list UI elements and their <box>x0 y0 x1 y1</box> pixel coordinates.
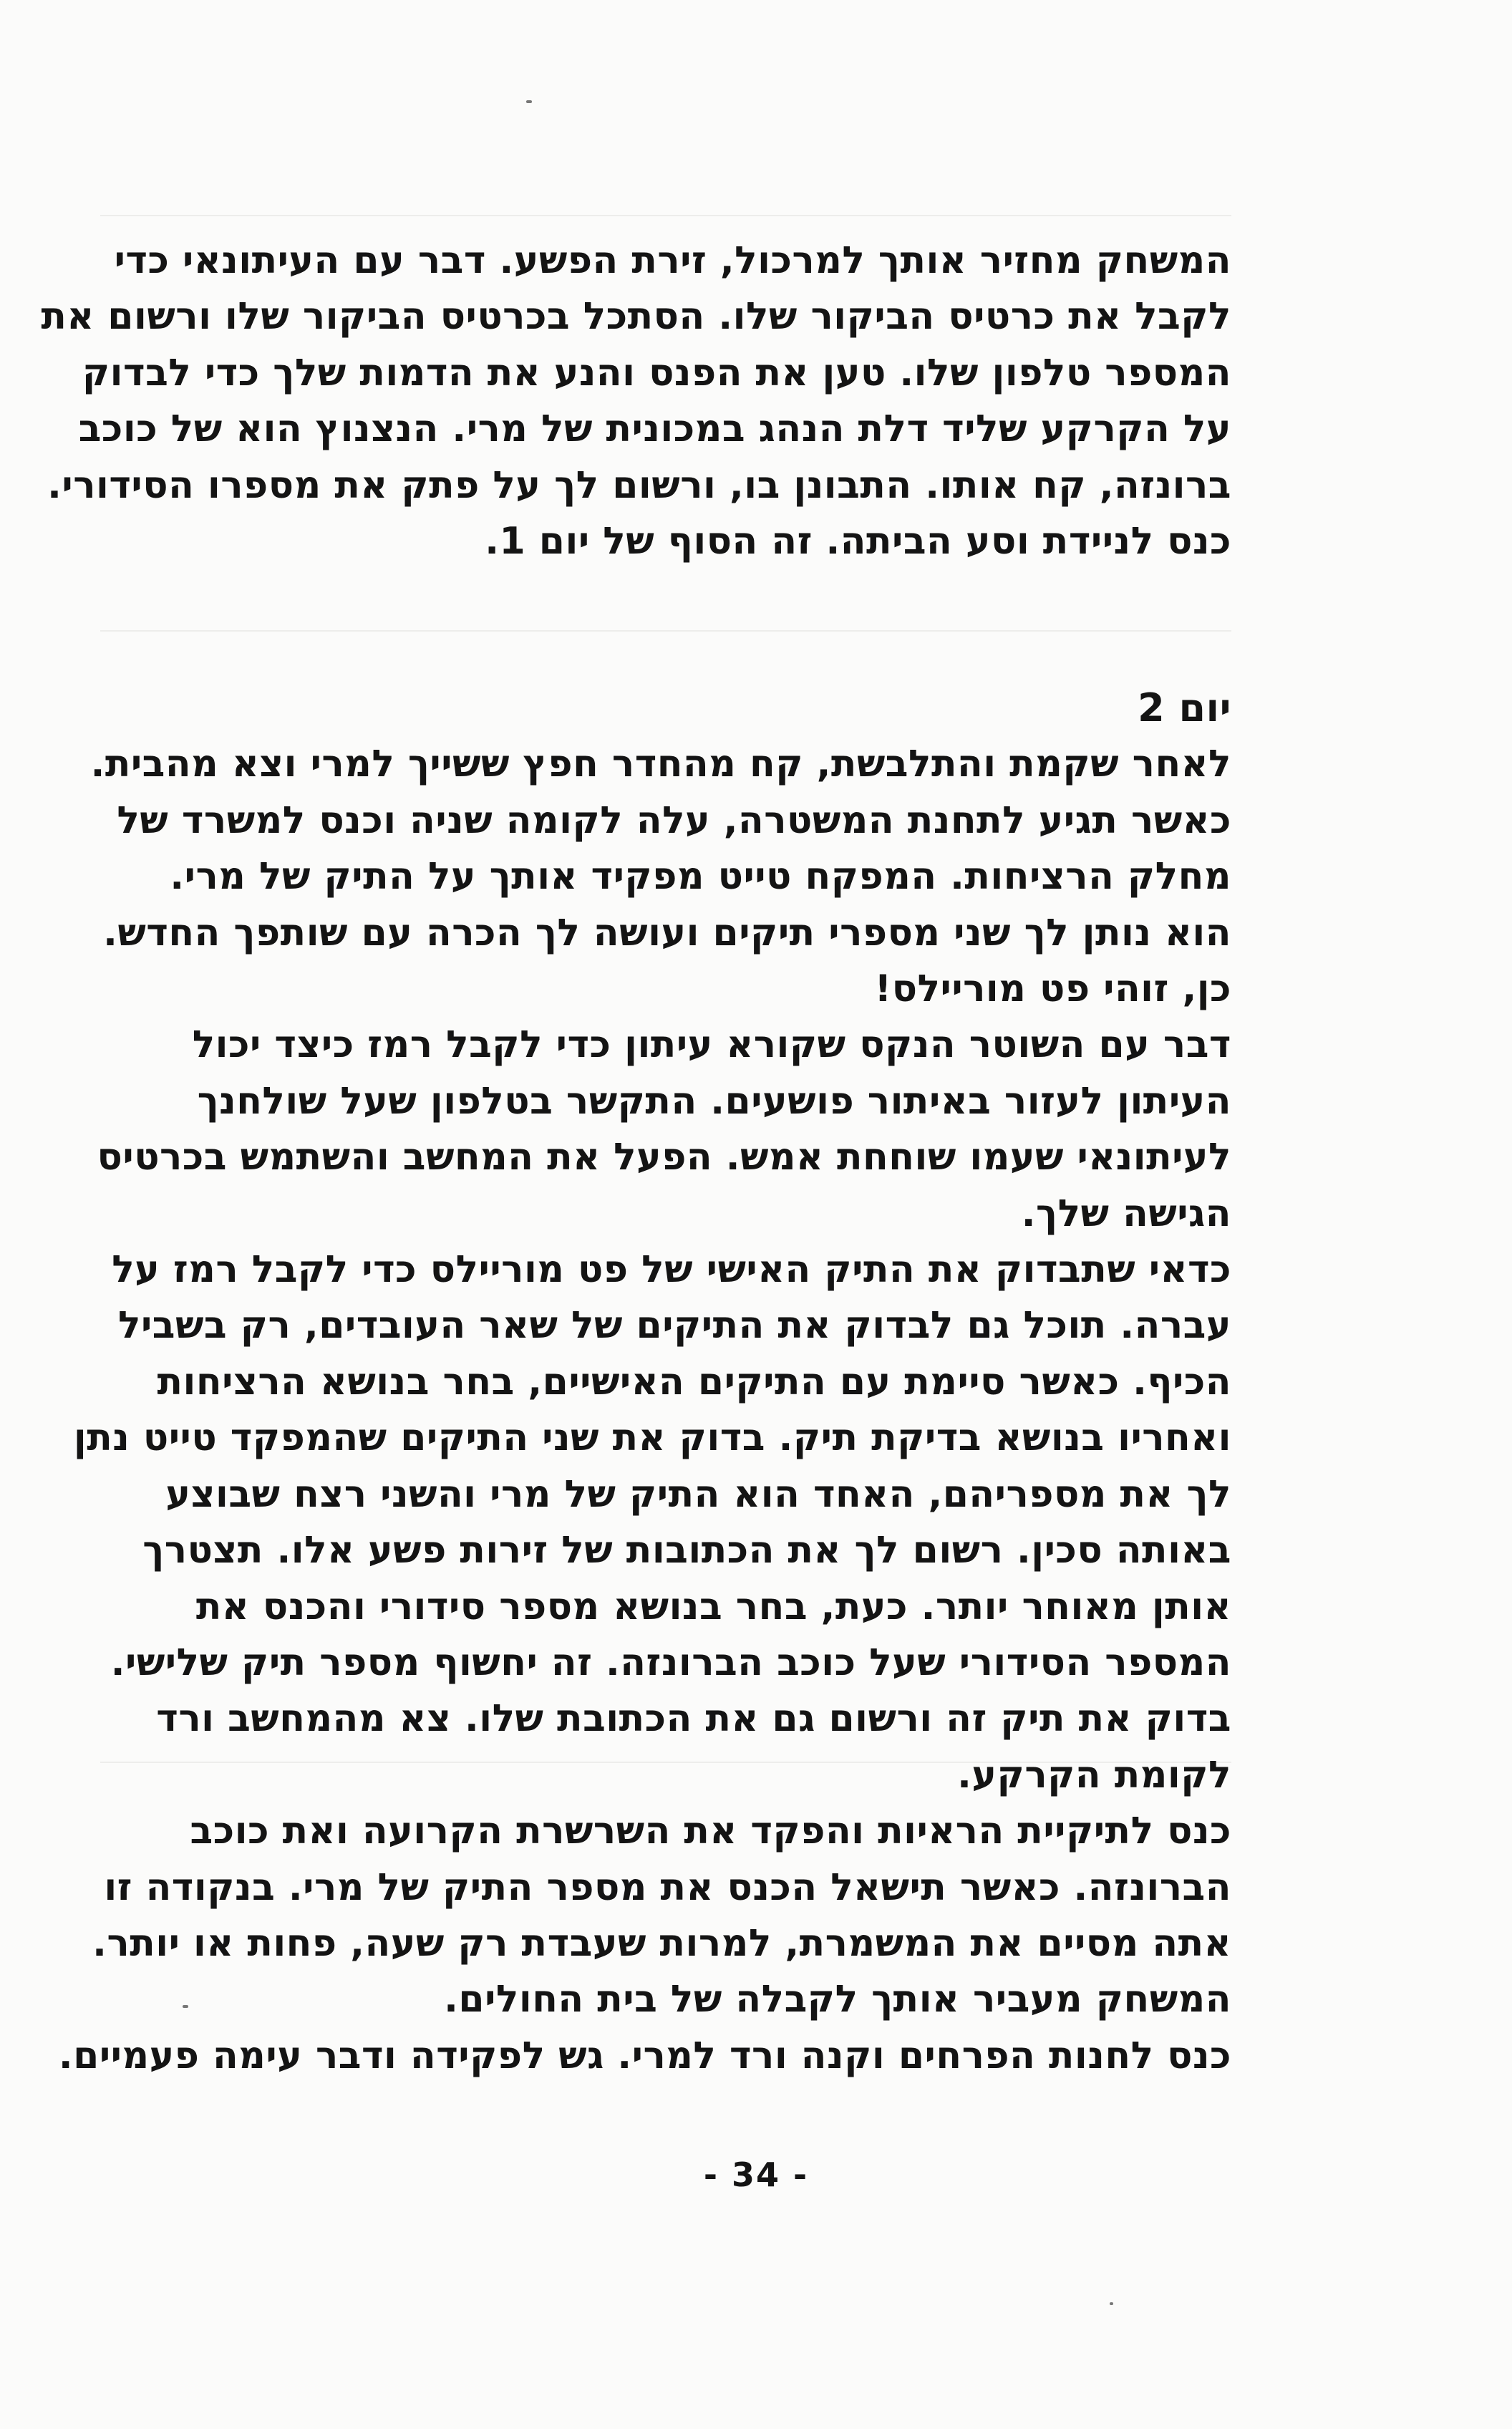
body-text-section-1 <box>41 233 1231 569</box>
text-line: אתה מסיים את המשמרת, למרות שעבדת רק שעה, פחות או יותר. <box>92 1921 1231 1965</box>
page-number: - 34 - <box>703 2155 809 2194</box>
text-line: הברונזה. כאשר תישאל הכנס את מספר התיק של מרי. בנקודה זו <box>104 1865 1231 1909</box>
text-line: לעיתונאי שעמו שוחחת אמש. הפעל את המחשב והשתמש בכרטיס <box>97 1136 1231 1179</box>
text-line: הכיף. כאשר סיימת עם התיקים האישיים, בחר בנושא הרציחות <box>157 1360 1231 1404</box>
text-line: דבר עם השוטר הנקס שקורא עיתון כדי לקבל רמז כיצד יכול <box>192 1023 1231 1067</box>
text-line: כדאי שתבדוק את התיק האישי של פט מוריילס כדי לקבל רמז על <box>112 1248 1231 1292</box>
text-line: מחלק הרציחות. המפקח טייט מפקיד אותך על התיק של מרי. <box>170 855 1231 899</box>
text-line: כן, זוהי פט מוריילס! <box>874 967 1231 1011</box>
dust-speck <box>1110 2302 1113 2305</box>
text-line: בדוק את תיק זה ורשום גם את הכתובת שלו. צא מהמחשב ורד <box>156 1697 1231 1741</box>
text-line: אותן מאוחר יותר. כעת, בחר בנושא מספר סידורי והכנס את <box>195 1585 1231 1628</box>
text-line: המספר הסידורי שעל כוכב הברונזה. זה יחשוף מספר תיק שלישי. <box>110 1641 1231 1684</box>
body-text-section-2 <box>58 680 1231 2084</box>
text-line: כנס לחנות הפרחים וקנה ורד למרי. גש לפקידה ודבר עימה פעמיים. <box>58 2034 1231 2077</box>
bleed-through-line <box>100 215 1231 216</box>
text-line: ואחריו בנושא בדיקת תיק. בדוק את שני התיקים שהמפקד טייט נתן <box>73 1416 1231 1460</box>
text-line: עברה. תוכל גם לבדוק את התיקים של שאר העובדים, רק בשביל <box>118 1304 1231 1348</box>
text-line: ברונזה, קח אותו. התבונן בו, ורשום לך על פתק את מספרו הסידורי. <box>47 463 1231 507</box>
dust-speck <box>526 100 532 103</box>
text-line: לקבל את כרטיס הביקור שלו. הסתכל בכרטיס הביקור שלו ורשום את <box>41 295 1231 339</box>
text-line: לקומת הקרקע. <box>957 1753 1231 1797</box>
text-line: כאשר תגיע לתחנת המשטרה, עלה לקומה שניה וכנס למשרד של <box>117 798 1231 842</box>
text-line: העיתון לעזור באיתור פושעים. התקשר בטלפון שעל שולחנך <box>197 1079 1231 1123</box>
text-line: הגישה שלך. <box>1021 1192 1231 1235</box>
text-line: המשחק מחזיר אותך למרכול, זירת הפשע. דבר עם העיתונאי כדי <box>114 239 1231 282</box>
bleed-through-line <box>100 630 1231 632</box>
text-line: כנס לניידת וסע הביתה. זה הסוף של יום 1. <box>485 520 1231 564</box>
text-line: על הקרקע שליד דלת הנהג במכונית של מרי. הנצנוץ הוא של כוכב <box>78 407 1231 451</box>
text-line: לך את מספריהם, האחד הוא התיק של מרי והשני רצח שבוצע <box>165 1472 1231 1516</box>
text-line: לאחר שקמת והתלבשת, קח מהחדר חפץ ששייך למרי וצא מהבית. <box>90 743 1231 786</box>
text-line: הוא נותן לך שני מספרי תיקים ועושה לך הכרה עם שותפך החדש. <box>103 911 1231 955</box>
day-2-heading: יום 2 <box>1138 685 1231 730</box>
text-line: המספר טלפון שלו. טען את הפנס והנע את הדמות שלך כדי לבדוק <box>82 351 1231 395</box>
text-line: באותה סכין. רשום לך את הכתובות של זירות פשע אלו. תצטרך <box>142 1529 1231 1573</box>
text-line: כנס לתיקיית הראיות והפקד את השרשרת הקרועה ואת כוכב <box>190 1810 1231 1853</box>
text-line: המשחק מעביר אותך לקבלה של בית החולים. <box>444 1978 1231 2022</box>
